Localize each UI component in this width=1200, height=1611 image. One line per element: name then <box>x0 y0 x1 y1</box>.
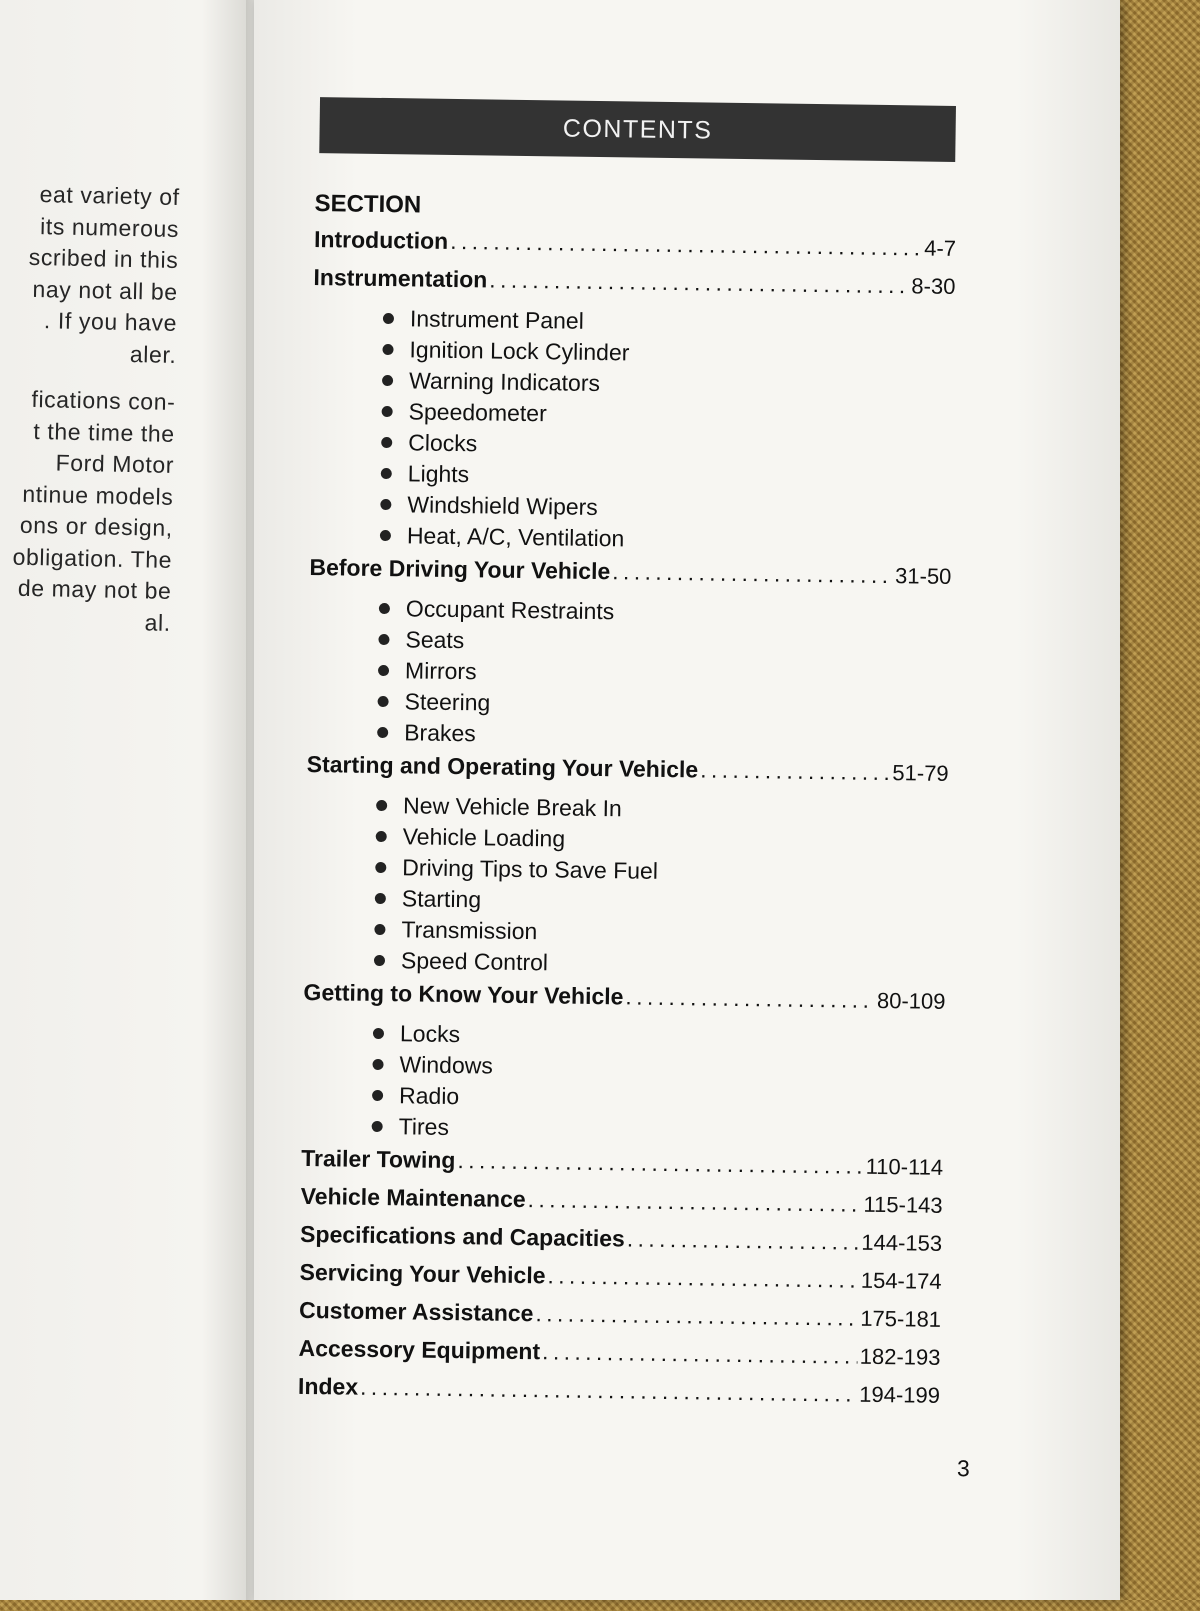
dot-leader <box>450 228 922 262</box>
bullet-icon <box>380 499 391 510</box>
toc-subitem-label: New Vehicle Break In <box>402 792 622 822</box>
toc-entry-pages: 115-143 <box>863 1191 943 1218</box>
toc-subitem-label: Lights <box>407 460 470 488</box>
toc-entry <box>298 1373 940 1420</box>
left-text-line: de may not be <box>17 574 172 604</box>
toc-subitem-label: Tires <box>398 1113 450 1140</box>
toc-entry-title: Getting to Know Your Vehicle <box>303 978 624 1010</box>
toc-subitem-list <box>310 302 955 559</box>
left-text-line: eat variety of <box>39 181 180 210</box>
dot-leader <box>542 1338 858 1369</box>
left-text-line: ntinue models <box>22 480 174 510</box>
toc-subitem <box>377 717 949 756</box>
toc-subitem <box>380 520 952 559</box>
toc-entry-pages: 144-153 <box>861 1229 943 1256</box>
bullet-icon <box>378 665 389 676</box>
bullet-icon <box>383 313 394 324</box>
bullet-icon <box>378 696 389 707</box>
toc-entry-pages: 80-109 <box>876 987 946 1014</box>
bullet-icon <box>380 530 391 541</box>
toc-subitem-label: Mirrors <box>404 657 477 685</box>
toc-entry-title: Customer Assistance <box>298 1296 534 1327</box>
toc-subitem-label: Warning Indicators <box>408 367 601 397</box>
toc-entry-pages: 31-50 <box>894 563 952 589</box>
bullet-icon <box>372 1090 383 1101</box>
toc-subitem-label: Radio <box>398 1082 460 1110</box>
toc-subitem-label: Ignition Lock Cylinder <box>409 336 630 366</box>
left-text-line: . If you have <box>43 307 178 336</box>
toc-entry-pages: 175-181 <box>860 1305 942 1332</box>
left-text-line: scribed in this <box>28 243 179 273</box>
section-label: SECTION <box>314 190 422 219</box>
toc-subitem-list <box>304 789 949 984</box>
toc-subitem-label: Starting <box>401 885 482 913</box>
bullet-icon <box>382 344 393 355</box>
toc-entry-pages: 4-7 <box>924 235 957 261</box>
toc-subitem-label: Heat, A/C, Ventilation <box>406 522 625 552</box>
right-page <box>254 0 1120 1600</box>
toc-subitem-label: Brakes <box>403 719 476 747</box>
toc-subitem-label: Seats <box>405 626 465 654</box>
bullet-icon <box>374 924 385 935</box>
dot-leader <box>627 1225 860 1255</box>
toc-subitem-label: Occupant Restraints <box>405 595 615 625</box>
bullet-icon <box>378 634 389 645</box>
bullet-icon <box>377 727 388 738</box>
bullet-icon <box>375 893 386 904</box>
toc-entry-pages: 154-174 <box>860 1267 942 1294</box>
toc-entry-pages: 110-114 <box>865 1153 944 1180</box>
toc-entry-title: Introduction <box>313 226 449 254</box>
dot-leader <box>547 1262 859 1293</box>
dot-leader <box>612 558 893 589</box>
contents-sheet <box>233 0 1121 1611</box>
toc-subitem-label: Windows <box>399 1051 494 1079</box>
bullet-icon <box>373 1028 384 1039</box>
bullet-icon <box>382 375 393 386</box>
left-text-line: t the time the <box>33 417 176 447</box>
toc-entry-title: Vehicle Maintenance <box>300 1182 526 1213</box>
toc-entry-pages: 182-193 <box>859 1343 941 1370</box>
left-text-line: obligation. The <box>12 543 173 573</box>
left-text-line: al. <box>144 608 172 636</box>
bullet-icon <box>376 800 387 811</box>
toc-subitem-label: Locks <box>399 1020 461 1048</box>
toc-subitem-label: Speedometer <box>408 398 547 427</box>
toc-entry-title: Before Driving Your Vehicle <box>309 553 611 585</box>
bullet-icon <box>375 862 386 873</box>
toc-entry-pages: 194-199 <box>859 1381 941 1408</box>
left-page-text <box>0 178 180 639</box>
toc-subitem-list <box>301 1017 945 1150</box>
toc-subitem-label: Instrument Panel <box>409 305 585 334</box>
bullet-icon <box>374 955 385 966</box>
toc-subitem-label: Windshield Wipers <box>407 491 598 521</box>
toc-subitem-label: Speed Control <box>400 947 549 976</box>
toc-entry-title: Accessory Equipment <box>298 1334 541 1365</box>
dot-leader <box>535 1300 858 1332</box>
bullet-icon <box>372 1121 383 1132</box>
toc-subitem-label: Clocks <box>408 429 478 457</box>
toc-subitem-label: Vehicle Loading <box>402 823 566 852</box>
toc-entry-title: Specifications and Capacities <box>299 1220 625 1252</box>
bullet-icon <box>381 468 392 479</box>
dot-leader <box>700 756 891 786</box>
toc-subitem-list <box>307 592 951 756</box>
dot-leader <box>527 1186 861 1218</box>
toc-subitem <box>371 1111 943 1150</box>
bullet-icon <box>379 603 390 614</box>
left-text-line: ons or design, <box>19 511 174 541</box>
toc-entry-title: Index <box>297 1372 359 1400</box>
bullet-icon <box>376 831 387 842</box>
left-text-line: aler. <box>129 340 177 368</box>
toc-subitem-label: Steering <box>404 688 491 716</box>
toc-entry-title: Instrumentation <box>313 264 488 293</box>
toc-entry-title: Servicing Your Vehicle <box>299 1258 546 1289</box>
contents-header-text: CONTENTS <box>562 113 713 145</box>
toc-subitem <box>374 945 946 984</box>
dot-leader <box>625 983 875 1013</box>
bullet-icon <box>382 406 393 417</box>
toc-entry-title: Starting and Operating Your Vehicle <box>306 750 699 783</box>
toc-entry-title: Trailer Towing <box>301 1144 456 1174</box>
table-of-contents <box>298 226 956 1420</box>
left-text-line: nay not all be <box>32 275 178 305</box>
page-number: 3 <box>956 1455 970 1482</box>
left-page <box>0 0 252 1600</box>
dot-leader <box>360 1374 858 1408</box>
dot-leader <box>457 1147 864 1180</box>
left-text-line: Ford Motor <box>55 449 175 478</box>
left-text-line: fications con- <box>31 385 176 415</box>
toc-subitem-label: Driving Tips to Save Fuel <box>402 854 659 884</box>
bullet-icon <box>372 1059 383 1070</box>
toc-subitem-label: Transmission <box>401 916 538 945</box>
left-text-line: its numerous <box>39 212 180 242</box>
bullet-icon <box>381 437 392 448</box>
dot-leader <box>489 266 910 299</box>
contents-header <box>319 97 956 162</box>
toc-entry-pages: 51-79 <box>892 760 949 786</box>
toc-entry-pages: 8-30 <box>911 273 956 299</box>
